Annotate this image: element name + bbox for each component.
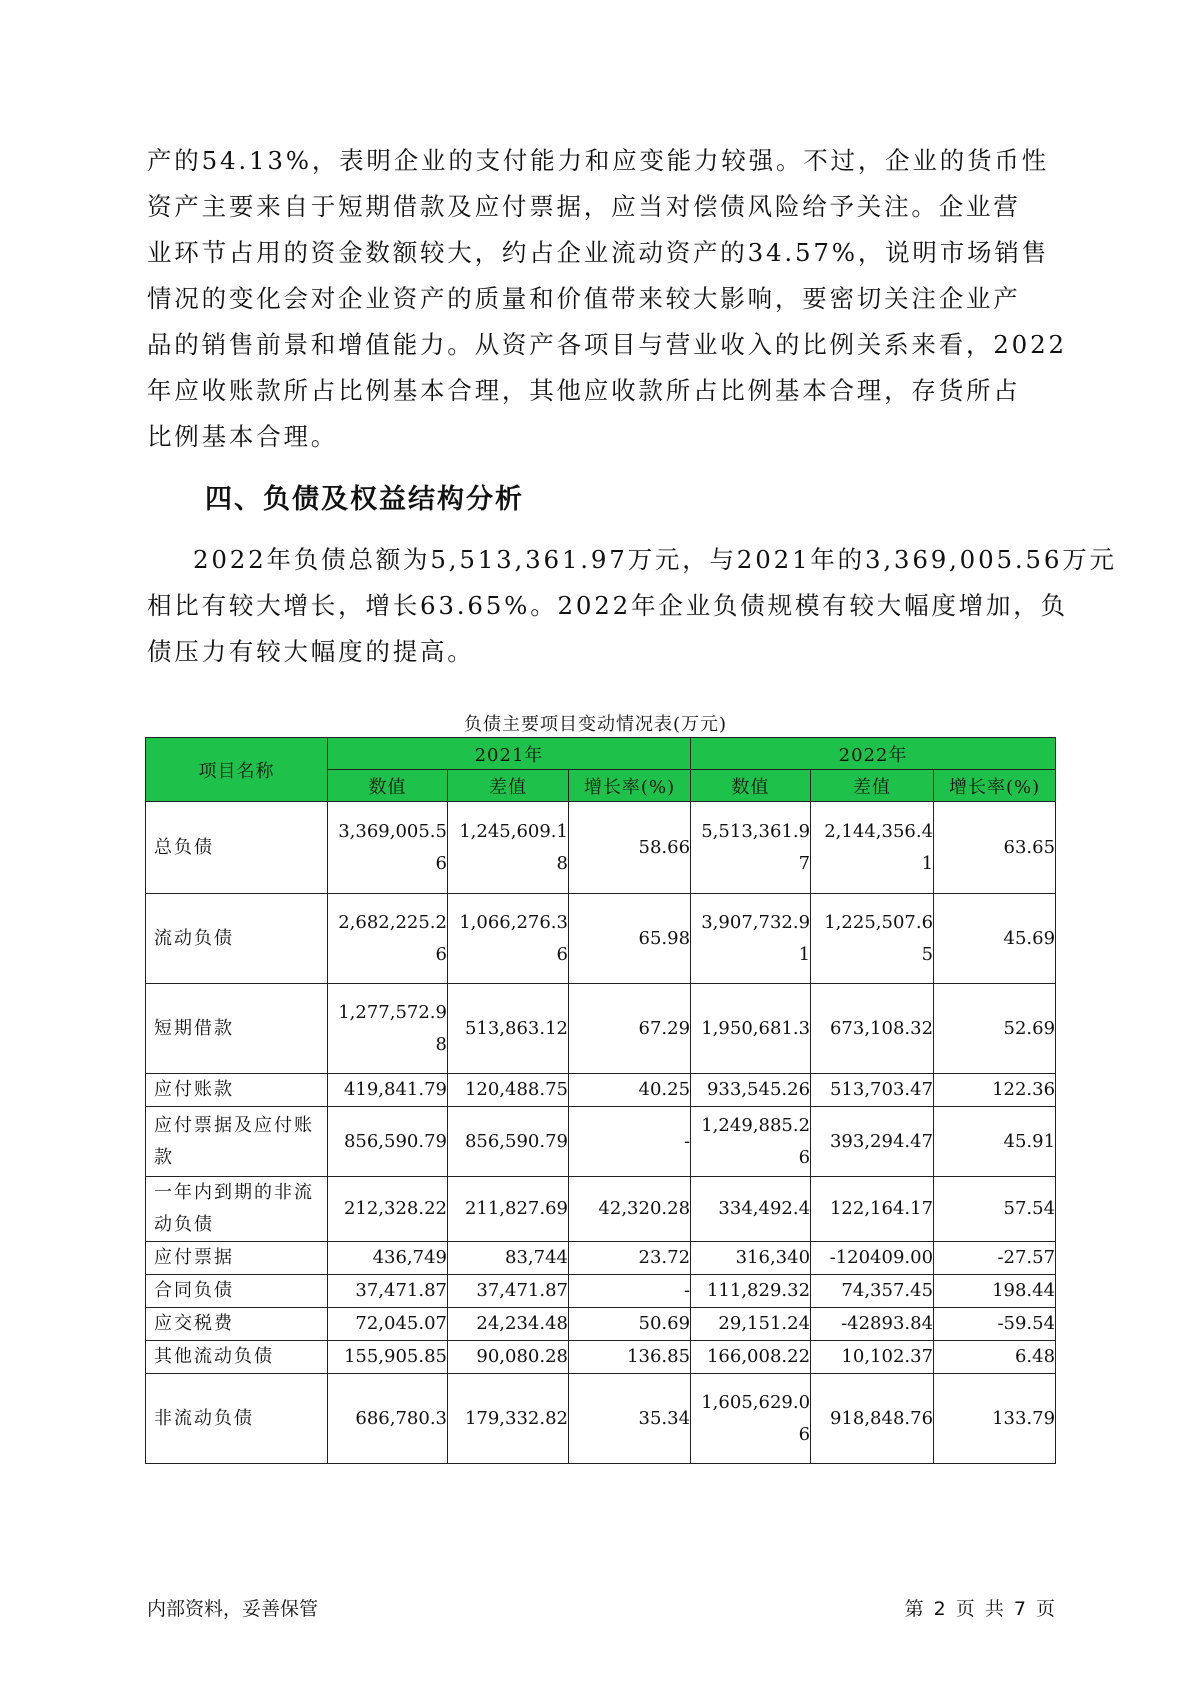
cell-d2021: 37,471.87 — [448, 1275, 569, 1308]
row-item-name: 一年内到期的非流动负债 — [146, 1177, 328, 1242]
table-row — [146, 1308, 1056, 1341]
cell-g2021: 67.29 — [569, 984, 691, 1074]
cell-v2021: 3,369,005.56 — [328, 802, 448, 894]
cell-v2021: 419,841.79 — [328, 1074, 448, 1107]
cell-g2021: 40.25 — [569, 1074, 691, 1107]
cell-d2022: 74,357.45 — [811, 1275, 934, 1308]
row-item-name: 总负债 — [146, 802, 328, 894]
cell-v2021: 155,905.85 — [328, 1341, 448, 1374]
cell-v2022: 1,605,629.06 — [691, 1374, 811, 1464]
header-growth: 增长率(%) — [934, 770, 1056, 802]
cell-v2022: 111,829.32 — [691, 1275, 811, 1308]
header-diff: 差值 — [448, 770, 569, 802]
table-row — [146, 1341, 1056, 1374]
cell-g2021: 50.69 — [569, 1308, 691, 1341]
paragraph-line: 比例基本合理。 — [147, 422, 339, 451]
cell-v2022: 1,249,885.26 — [691, 1107, 811, 1177]
row-item-name: 应付账款 — [146, 1074, 328, 1107]
paragraph-line: 品的销售前景和增值能力。从资产各项目与营业收入的比例关系来看，2022 — [147, 330, 1067, 359]
cell-g2022: 52.69 — [934, 984, 1056, 1074]
paragraph-line: 业环节占用的资金数额较大，约占企业流动资产的34.57%，说明市场销售 — [147, 238, 1049, 267]
cell-d2021: 90,080.28 — [448, 1341, 569, 1374]
table-row — [146, 1177, 1056, 1242]
table-row — [146, 802, 1056, 894]
cell-g2021: 35.34 — [569, 1374, 691, 1464]
table-row — [146, 1107, 1056, 1177]
header-row-years — [146, 738, 1056, 770]
table-row — [146, 894, 1056, 984]
paragraph-line: 相比有较大增长，增长63.65%。2022年企业负债规模有较大幅度增加，负 — [147, 591, 1068, 620]
row-item-name: 应付票据及应付账款 — [146, 1107, 328, 1177]
cell-d2022: 393,294.47 — [811, 1107, 934, 1177]
cell-v2021: 436,749 — [328, 1242, 448, 1275]
cell-g2022: 45.91 — [934, 1107, 1056, 1177]
cell-d2022: 2,144,356.41 — [811, 802, 934, 894]
cell-g2022: -59.54 — [934, 1308, 1056, 1341]
cell-v2022: 334,492.4 — [691, 1177, 811, 1242]
paragraph-line: 情况的变化会对企业资产的质量和价值带来较大影响，要密切关注企业产 — [147, 284, 1021, 313]
cell-v2022: 29,151.24 — [691, 1308, 811, 1341]
table-row — [146, 984, 1056, 1074]
row-item-name: 其他流动负债 — [146, 1341, 328, 1374]
row-item-name: 非流动负债 — [146, 1374, 328, 1464]
cell-g2021: 65.98 — [569, 894, 691, 984]
row-item-name: 应交税费 — [146, 1308, 328, 1341]
header-value: 数值 — [328, 770, 448, 802]
table-row — [146, 1074, 1056, 1107]
cell-d2022: 122,164.17 — [811, 1177, 934, 1242]
header-diff: 差值 — [811, 770, 934, 802]
cell-d2021: 120,488.75 — [448, 1074, 569, 1107]
cell-v2022: 1,950,681.3 — [691, 984, 811, 1074]
cell-v2021: 856,590.79 — [328, 1107, 448, 1177]
row-item-name: 合同负债 — [146, 1275, 328, 1308]
paragraph-line: 产的54.13%，表明企业的支付能力和应变能力较强。不过，企业的货币性 — [147, 146, 1049, 175]
cell-v2021: 37,471.87 — [328, 1275, 448, 1308]
cell-d2022: 1,225,507.65 — [811, 894, 934, 984]
cell-v2021: 1,277,572.98 — [328, 984, 448, 1074]
cell-g2022: 57.54 — [934, 1177, 1056, 1242]
cell-g2021: 23.72 — [569, 1242, 691, 1275]
cell-d2021: 83,744 — [448, 1242, 569, 1275]
cell-g2022: 45.69 — [934, 894, 1056, 984]
cell-g2021: - — [569, 1275, 691, 1308]
cell-d2022: -42893.84 — [811, 1308, 934, 1341]
cell-d2022: 673,108.32 — [811, 984, 934, 1074]
cell-g2022: 63.65 — [934, 802, 1056, 894]
header-growth: 增长率(%) — [569, 770, 691, 802]
cell-d2021: 179,332.82 — [448, 1374, 569, 1464]
cell-v2022: 5,513,361.97 — [691, 802, 811, 894]
footer-confidential-note: 内部资料，妥善保管 — [147, 1598, 319, 1620]
cell-d2022: -120409.00 — [811, 1242, 934, 1275]
cell-g2022: 6.48 — [934, 1341, 1056, 1374]
table-row — [146, 1275, 1056, 1308]
cell-g2022: 133.79 — [934, 1374, 1056, 1464]
cell-d2021: 1,066,276.36 — [448, 894, 569, 984]
cell-v2021: 2,682,225.26 — [328, 894, 448, 984]
table-body — [146, 802, 1056, 1464]
row-item-name: 短期借款 — [146, 984, 328, 1074]
cell-d2021: 856,590.79 — [448, 1107, 569, 1177]
footer-page-number: 第 2 页 共 7 页 — [904, 1598, 1055, 1620]
row-item-name: 应付票据 — [146, 1242, 328, 1275]
paragraph-line: 资产主要来自于短期借款及应付票据，应当对偿债风险给予关注。企业营 — [147, 192, 1021, 221]
cell-v2022: 933,545.26 — [691, 1074, 811, 1107]
table-caption: 负债主要项目变动情况表(万元) — [463, 714, 728, 735]
cell-d2022: 10,102.37 — [811, 1341, 934, 1374]
header-value: 数值 — [691, 770, 811, 802]
cell-v2021: 72,045.07 — [328, 1308, 448, 1341]
cell-g2021: 42,320.28 — [569, 1177, 691, 1242]
cell-d2021: 211,827.69 — [448, 1177, 569, 1242]
cell-d2021: 513,863.12 — [448, 984, 569, 1074]
cell-v2021: 212,328.22 — [328, 1177, 448, 1242]
table-row — [146, 1374, 1056, 1464]
cell-d2021: 24,234.48 — [448, 1308, 569, 1341]
liabilities-table — [145, 737, 1056, 1464]
paragraph-line: 年应收账款所占比例基本合理，其他应收款所占比例基本合理，存货所占 — [147, 376, 1021, 405]
cell-d2022: 918,848.76 — [811, 1374, 934, 1464]
cell-v2021: 686,780.3 — [328, 1374, 448, 1464]
paragraph-line: 债压力有较大幅度的提高。 — [147, 637, 475, 666]
cell-d2022: 513,703.47 — [811, 1074, 934, 1107]
cell-g2022: 198.44 — [934, 1275, 1056, 1308]
cell-v2022: 3,907,732.91 — [691, 894, 811, 984]
cell-v2022: 316,340 — [691, 1242, 811, 1275]
header-year-2022: 2022年 — [691, 738, 1056, 770]
paragraph-line: 2022年负债总额为5,513,361.97万元，与2021年的3,369,005.56万元 — [193, 545, 1117, 574]
section-heading: 四、负债及权益结构分析 — [205, 484, 524, 515]
table-row — [146, 1242, 1056, 1275]
cell-g2021: 136.85 — [569, 1341, 691, 1374]
cell-g2022: 122.36 — [934, 1074, 1056, 1107]
header-year-2021: 2021年 — [328, 738, 691, 770]
row-item-name: 流动负债 — [146, 894, 328, 984]
cell-d2021: 1,245,609.18 — [448, 802, 569, 894]
cell-g2021: - — [569, 1107, 691, 1177]
cell-g2021: 58.66 — [569, 802, 691, 894]
header-item-name: 项目名称 — [146, 738, 328, 802]
cell-v2022: 166,008.22 — [691, 1341, 811, 1374]
cell-g2022: -27.57 — [934, 1242, 1056, 1275]
